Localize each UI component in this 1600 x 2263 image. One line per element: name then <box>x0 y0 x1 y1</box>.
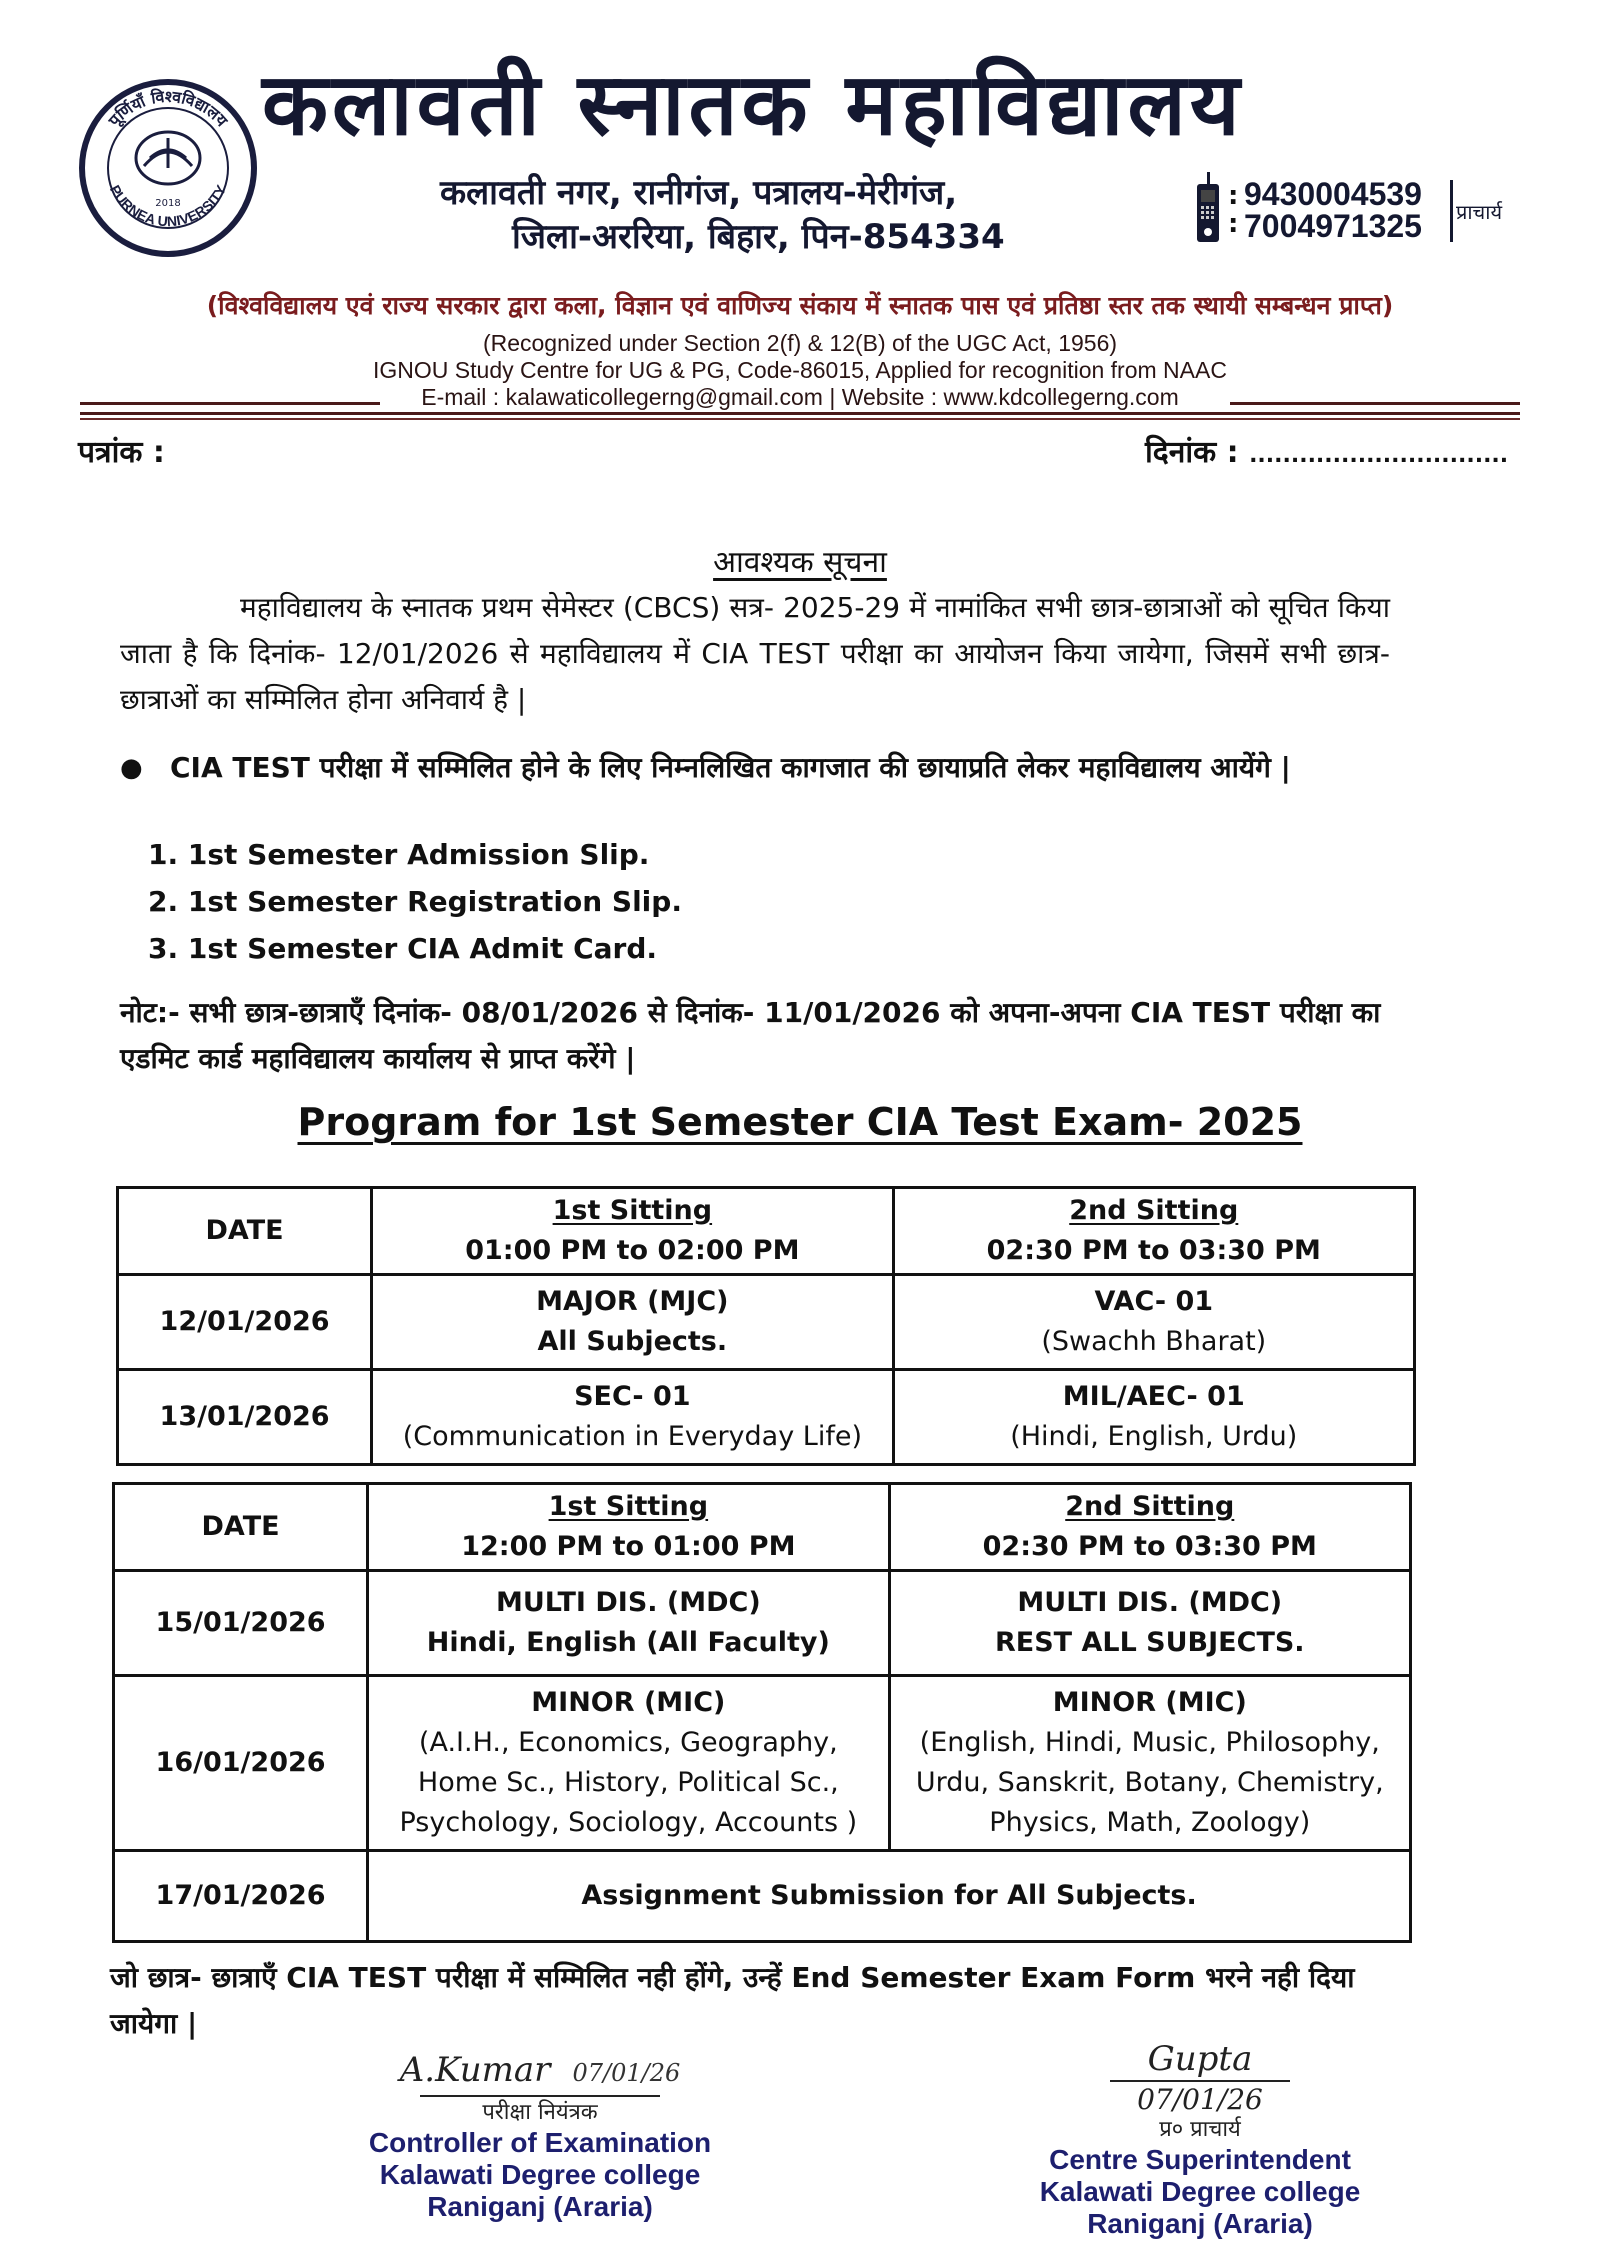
footer-warning-note: जो छात्र- छात्राएँ CIA TEST परीक्षा में सम्मिलित नही होंगे, उन्हें End Semester Exam Form भरने नही दिया जायेगा | <box>110 1961 1355 2040</box>
document-requirement-bullet <box>120 745 1390 791</box>
principal-hindi-title: प्र० प्राचार्य <box>1159 2117 1241 2142</box>
superintendent-signature-block <box>960 2040 1440 2240</box>
signature-line <box>1110 2080 1290 2082</box>
sitting-2-header <box>893 1188 1414 1275</box>
seal-arc-bottom: PURNEA UNIVERSITY <box>106 182 230 230</box>
sitting-1-header <box>368 1484 889 1571</box>
divider <box>1230 402 1520 405</box>
sitting-1-title: 1st Sitting <box>548 1491 709 1522</box>
phone-divider <box>1450 180 1453 242</box>
sitting-2-cell <box>893 1275 1414 1370</box>
signature-row <box>400 2050 680 2093</box>
bullet-icon: ● <box>120 753 143 783</box>
schedule-table-2 <box>112 1482 1412 1943</box>
paper-detail: Hindi, English (All Faculty) <box>426 1627 830 1658</box>
controller-hindi-title: परीक्षा नियंत्रक <box>482 2100 598 2125</box>
sitting-2-time: 02:30 PM to 03:30 PM <box>982 1531 1317 1562</box>
paper-title: SEC- 01 <box>574 1381 691 1412</box>
notice-title-text: आवश्यक सूचना <box>713 545 887 580</box>
handwritten-date: 07/01/26 <box>1137 2083 1263 2116</box>
table-row <box>114 1571 1411 1676</box>
email-website[interactable]: E-mail : kalawaticollegerng@gmail.com | Website : www.kdcollegerng.com <box>421 384 1179 410</box>
sitting-1-cell <box>372 1370 893 1465</box>
admit-card-note: नोट:- सभी छात्र-छात्राएँ दिनांक- 08/01/2026 से दिनांक- 11/01/2026 को अपना-अपना CIA TEST परीक्षा का एडमिट कार्ड महाविद्यालय कार्यालय से प्राप्त करेंगे | <box>120 996 1381 1075</box>
paper-title: MULTI DIS. (MDC) <box>495 1587 761 1618</box>
table-row <box>118 1370 1415 1465</box>
header-divider <box>80 418 1520 420</box>
row-date: 17/01/2026 <box>114 1851 368 1942</box>
handwritten-signature: Gupta <box>1147 2039 1253 2079</box>
row-date: 15/01/2026 <box>114 1571 368 1676</box>
paper-detail-line: (A.I.H., Economics, Geography, <box>418 1727 838 1758</box>
phone-number-1[interactable]: 9430004539 <box>1244 176 1422 212</box>
requirement-item: 2. 1st Semester Registration Slip. <box>148 885 682 918</box>
date-header: DATE <box>114 1484 368 1571</box>
stamp-line: Controller of Examination <box>368 2127 712 2158</box>
date-label: दिनांक : <box>1145 435 1239 470</box>
letter-number-label: पत्रांक : <box>78 435 165 470</box>
stamp-line: Raniganj (Araria) <box>427 2191 653 2222</box>
program-title <box>0 1100 1600 1144</box>
address-line-2: जिला-अररिया, बिहार, पिन-854334 <box>512 217 1005 257</box>
date-blank: ............................... <box>1249 443 1509 468</box>
paper-detail: REST ALL SUBJECTS. <box>994 1627 1305 1658</box>
paper-title: MINOR (MIC) <box>531 1687 726 1718</box>
paper-detail-line: (English, Hindi, Music, Philosophy, <box>919 1727 1380 1758</box>
stamp-line: Centre Superintendent <box>1049 2144 1351 2175</box>
table-header-row <box>118 1188 1415 1275</box>
sitting-1-time: 12:00 PM to 01:00 PM <box>461 1531 796 1562</box>
signature-line <box>420 2095 660 2097</box>
phone-number-2[interactable]: 7004971325 <box>1244 208 1422 244</box>
phone-separator: : : <box>1228 181 1239 239</box>
sitting-2-title: 2nd Sitting <box>1069 1195 1239 1226</box>
paper-detail-line: Physics, Math, Zoology) <box>989 1807 1311 1838</box>
paper-detail: All Subjects. <box>537 1326 728 1357</box>
college-name: कलावती स्नातक महाविद्यालय <box>262 55 1244 155</box>
paper-detail-line: Home Sc., History, Political Sc., <box>417 1767 839 1798</box>
requirement-item: 1. 1st Semester Admission Slip. <box>148 838 650 871</box>
table-header-row <box>114 1484 1411 1571</box>
date-field <box>1145 430 1508 471</box>
sitting-1-title: 1st Sitting <box>552 1195 713 1226</box>
merged-cell: Assignment Submission for All Subjects. <box>368 1851 1411 1942</box>
address-line-1: कलावती नगर, रानीगंज, पत्रालय-मेरीगंज, <box>440 173 958 213</box>
stamp-line: Kalawati Degree college <box>379 2159 701 2190</box>
seal-arc-top: पूर्णियाँ विश्वविद्यालय <box>104 86 232 131</box>
sitting-1-cell <box>368 1676 889 1851</box>
paper-title: VAC- 01 <box>1094 1286 1214 1317</box>
table-row <box>118 1275 1415 1370</box>
stamp-line: Raniganj (Araria) <box>1087 2208 1313 2239</box>
paper-title: MAJOR (MJC) <box>536 1286 729 1317</box>
schedule-table-1 <box>116 1186 1416 1466</box>
ignou-study-centre: IGNOU Study Centre for UG & PG, Code-86015, Applied for recognition from NAAC <box>373 357 1227 383</box>
stamp-line: Kalawati Degree college <box>1039 2176 1361 2207</box>
affiliation-statement: (विश्वविद्यालय एवं राज्य सरकार द्वारा कला, विज्ञान एवं वाणिज्य संकाय में स्नातक पास एवं प्रतिष्ठा स्तर तक स्थायी सम्बन्धन प्राप्त) <box>206 291 1394 320</box>
sitting-1-cell <box>372 1275 893 1370</box>
phone-numbers <box>1244 178 1422 242</box>
program-title-text: Program for 1st Semester CIA Test Exam- 2025 <box>297 1100 1303 1144</box>
row-date: 12/01/2026 <box>118 1275 372 1370</box>
principal-label: प्राचार्य <box>1456 200 1503 224</box>
paper-detail-line: Urdu, Sanskrit, Botany, Chemistry, <box>915 1767 1384 1798</box>
sitting-2-time: 02:30 PM to 03:30 PM <box>986 1235 1321 1266</box>
notice-title <box>0 540 1600 581</box>
sitting-2-cell <box>889 1676 1410 1851</box>
sitting-1-header <box>372 1188 893 1275</box>
paper-title: MINOR (MIC) <box>1052 1687 1247 1718</box>
paper-detail: (Communication in Everyday Life) <box>402 1421 862 1452</box>
row-date: 13/01/2026 <box>118 1370 372 1465</box>
handwritten-date: 07/01/26 <box>572 2059 681 2087</box>
paper-title: MIL/AEC- 01 <box>1062 1381 1245 1412</box>
bullet-text: CIA TEST परीक्षा में सम्मिलित होने के लिए निम्नलिखित कागजात की छायाप्रति लेकर महाविद्यालय आयेंगे | <box>170 751 1291 784</box>
paper-detail-line: Psychology, Sociology, Accounts ) <box>399 1807 858 1838</box>
header-divider <box>80 412 1520 415</box>
sitting-1-time: 01:00 PM to 02:00 PM <box>465 1235 800 1266</box>
seal-year: 2018 <box>155 198 181 209</box>
sitting-2-header <box>889 1484 1410 1571</box>
date-header: DATE <box>118 1188 372 1275</box>
row-date: 16/01/2026 <box>114 1676 368 1851</box>
notice-paragraph: महाविद्यालय के स्नातक प्रथम सेमेस्टर (CBCS) सत्र- 2025-29 में नामांकित सभी छात्र-छात्राओं को सूचित किया जाता है कि दिनांक- 12/01/2026 से महाविद्यालय में CIA TEST परीक्षा का आयोजन किया जायेगा, जिसमें सभी छात्र-छात्राओं का सम्मिलित होना अनिवार्य है | <box>120 591 1390 716</box>
controller-signature-block <box>300 2050 780 2223</box>
sitting-2-cell <box>893 1370 1414 1465</box>
table-row <box>114 1851 1411 1942</box>
sitting-2-title: 2nd Sitting <box>1065 1491 1235 1522</box>
paper-detail: (Swachh Bharat) <box>1041 1326 1267 1357</box>
ugc-recognition: (Recognized under Section 2(f) & 12(B) of the UGC Act, 1956) <box>482 330 1118 356</box>
handwritten-signature: A.Kumar <box>399 2050 551 2090</box>
sitting-1-cell <box>368 1571 889 1676</box>
university-seal-icon <box>78 78 258 258</box>
mobile-phone-icon <box>1196 172 1222 244</box>
paper-title: MULTI DIS. (MDC) <box>1017 1587 1283 1618</box>
sitting-2-cell <box>889 1571 1410 1676</box>
paper-detail: (Hindi, English, Urdu) <box>1010 1421 1298 1452</box>
requirement-item: 3. 1st Semester CIA Admit Card. <box>148 932 658 965</box>
table-row <box>114 1676 1411 1851</box>
